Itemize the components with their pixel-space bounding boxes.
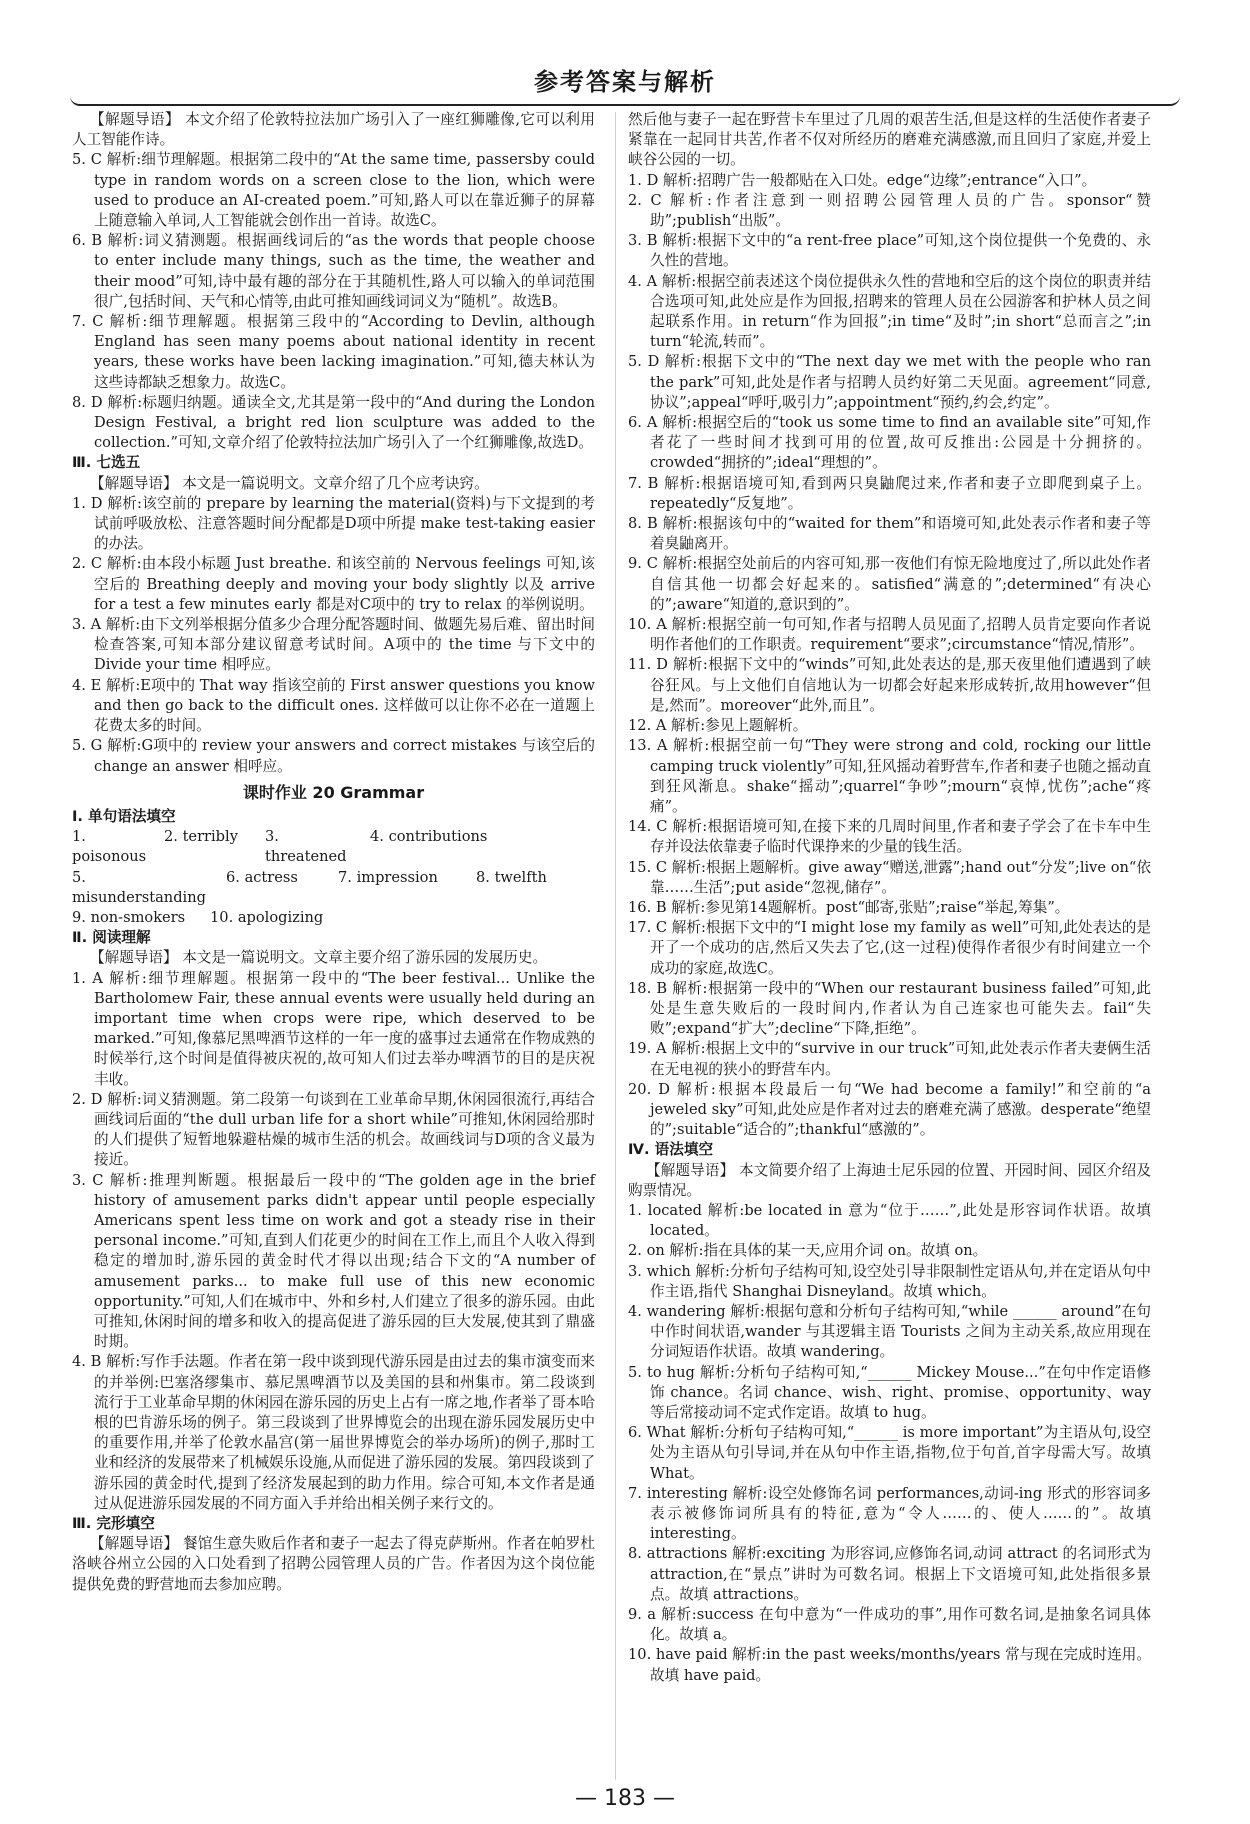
section-heading: Ⅲ. 完形填空 (72, 1515, 155, 1533)
answer-item: 2. C 解析:由本段小标题 Just breathe. 和该空前的 Nervous feelings 可知,该空后的 Breathing deeply and moving your body slightly 以及 arrive for a test a few minutes early 都是对C项中的 try to relax 的举例说明。 (72, 555, 595, 613)
answer-item: 6. B 解析:词义猜测题。根据画线词后的“as the words that people choose to enter include many things, such as the time, the weather and their mood”可知,诗中最有趣的部分在于其随机性,路人可以输入的单词范围很广,包括时间、天气和心情等,由此可推知画线词词义为“随机”。故选B。 (72, 232, 595, 310)
answer-item: 11. D 解析:根据下文中的“winds”可知,此处表达的是,那天夜里他们遭遇到了峡谷狂风。与上文他们自信地认为一切都会好起来形成转折,故用however“但是,然而”。moreover“此外,而且”。 (628, 656, 1151, 714)
left-column (72, 110, 595, 1595)
answer-item: 1. D 解析:招聘广告一般都贴在入口处。edge“边缘”;entrance“入口”。 (628, 171, 1097, 189)
answer-item: 17. C 解析:根据下文中的“I might lose my family as well”可知,此处表达的是开了一个成功的店,然后又失去了它,(这一过程)使得作者很少有时间建立一个成功的家庭,故选C。 (628, 919, 1151, 977)
answer-item: 20. D 解析:根据本段最后一句“We had become a family!”和空前的“a jeweled sky”可知,此处应是作者对过去的磨难充满了感激。desperate“绝望的”;suitable“适合的”;thankful“感激的”。 (628, 1080, 1151, 1139)
word-answer: 1. poisonous (72, 828, 147, 866)
answer-item: 3. which 解析:分析句子结构可知,设空处引导非限制性定语从句,并在定语从句中作主语,指代 Shanghai Disneyland。故填 which。 (628, 1262, 1151, 1300)
section-heading: Ⅱ. 阅读理解 (72, 929, 151, 947)
column-divider (615, 112, 616, 1780)
answer-item: 2. D 解析:词义猜测题。第二段第一句谈到在工业革命早期,休闲园很流行,再结合画线词后面的“the dull urban life for a short while”可推知,休闲园给那时的人们提供了短暂地躲避枯燥的城市生活的机会。故画线词与D项的含义最为接近。 (72, 1090, 595, 1169)
answer-item: 5. D 解析:根据下文中的“The next day we met with the people who ran the park”可知,此处是作者与招聘人员约好第二天见面。agreement“同意,协议”;appeal“呼吁,吸引力”;appointment“预约,约会,约定”。 (628, 353, 1151, 411)
word-answer: 4. contributions (370, 828, 488, 846)
section-heading: Ⅲ. 七选五 (72, 454, 141, 472)
word-answer: 6. actress (226, 868, 298, 886)
answer-item: 5. C 解析:细节理解题。根据第二段中的“At the same time, passersby could type in random words on a screen close to the lion, which were used to produce an AI-created poem.”可知,路人可以在靠近狮子的屏幕上随意输入单词,人工智能就会创作出一首诗。故选C。 (72, 151, 595, 230)
answer-item: 15. C 解析:根据上题解析。give away“赠送,泄露”;hand out“分发”;live on“依靠……生活”;put aside“忽视,储存”。 (628, 858, 1151, 896)
answer-item: 8. D 解析:标题归纳题。通读全文,尤其是第一段中的“And during the London Design Festival, a bright red lion sculpture was added to the collection.”可知,文章介绍了伦敦特拉法加广场引入了一个红狮雕像,故选D。 (72, 393, 595, 452)
word-answer: 2. terribly (164, 828, 238, 846)
section-intro: 【解题导语】 本文是一篇说明文。文章主要介绍了游乐园的发展历史。 (90, 949, 548, 967)
answer-item: 3. C 解析:推理判断题。根据最后一段中的“The golden age in the brief history of amusement parks didn't appear until people especially Americans spent less time on work and got a steady rise in their personal income.”可知,直到人们花更少的时间在工作上,而且个人收入得到稳定的增加时,游乐园的黄金时代才得以出现;结合下文的“A number of amusement parks... to make full use of this new economic opportunity.”可知,人们在城市中、外和乡村,人们建立了很多的游乐园。由此可推知,休闲时间的增多和收入的提高促进了游乐园的巨大发展,使其到了鼎盛时期。 (72, 1171, 595, 1351)
section-intro: 【解题导语】 餐馆生意失败后作者和妻子一起去了得克萨斯州。作者在帕罗杜洛峡谷州立公园的入口处看到了招聘公园管理人员的广告。作者因为这个岗位能提供免费的野营地而去参加应聘。 (72, 1535, 595, 1593)
answer-item: 6. A 解析:根据空后的“took us some time to find an available site”可知,作者花了一些时间才找到可用的位置,故可反推出:公园是十分拥挤的。crowded“拥挤的”;ideal“理想的”。 (628, 414, 1151, 472)
answer-item: 2. on 解析:指在具体的某一天,应用介词 on。故填 on。 (628, 1242, 988, 1260)
word-answers-row (72, 908, 595, 928)
answer-item: 5. G 解析:G项中的 review your answers and correct mistakes 与该空后的 change an answer 相呼应。 (72, 737, 595, 775)
answer-item: 14. C 解析:根据语境可知,在接下来的几周时间里,作者和妻子学会了在卡车中生存并设法依靠妻子临时代课挣来的少量的钱生活。 (628, 818, 1151, 856)
answer-item: 19. A 解析:根据上文中的“survive in our truck”可知,此处表示作者夫妻俩生活在无电视的狭小的野营车内。 (628, 1040, 1151, 1078)
right-column (628, 110, 1151, 1686)
header-title: 参考答案与解析 (534, 68, 716, 96)
answer-item: 16. B 解析:参见第14题解析。post“邮寄,张贴”;raise“举起,筹集”。 (628, 898, 1070, 916)
page-number: — 183 — (575, 1786, 675, 1811)
word-answers-row (72, 827, 595, 867)
section-heading: Ⅳ. 语法填空 (628, 1141, 714, 1159)
answer-item: 2. C 解析:作者注意到一则招聘公园管理人员的广告。sponsor“赞助”;publish“出版”。 (628, 191, 1151, 230)
answer-item: 8. B 解析:根据该句中的“waited for them”和语境可知,此处表示作者和妻子等着臭鼬离开。 (628, 515, 1151, 553)
section-intro: 【解题导语】 本文简要介绍了上海迪士尼乐园的位置、开园时间、园区介绍及购票情况。 (628, 1161, 1151, 1199)
section-heading: Ⅰ. 单句语法填空 (72, 807, 176, 825)
answer-item: 4. B 解析:写作手法题。作者在第一段中谈到现代游乐园是由过去的集市演变而来的并举例:巴塞洛缪集市、慕尼黑啤酒节以及美国的县和州集市。第二段谈到流行于工业革命早期的休闲园在游乐园的历史上占有一席之地,作者举了哥本哈根的巴肯游乐场的例子。第三段谈到了世界博览会的出现在游乐园发展历史中的重要作用,并举了伦敦水晶宫(第一届世界博览会的举办场所)的例子,那时工业和经济的发展带来了机械娱乐设施,从而促进了游乐园的发展。第四段谈到了游乐园的黄金时代,提到了经济发展起到的助力作用。综合可知,本文作者是通过从促进游乐园发展的不同方面入手并给出相关例子来行文的。 (72, 1353, 595, 1512)
answer-item: 1. A 解析:细节理解题。根据第一段中的“The beer festival... Unlike the Bartholomew Fair, these annual events were usually held during an important time when crops were ripe, which deserved to be marked.”可知,像慕尼黑啤酒节这样的一年一度的盛事过去通常在作物成熟的时候举行,这个时间是值得被庆祝的,故可知人们过去举办啤酒节的目的是庆祝丰收。 (72, 969, 595, 1088)
answer-item: 7. C 解析:细节理解题。根据第三段中的“According to Devlin, although England has seen many poems about national identity in recent years, these works have been lacking imagination.”可知,德夫林认为这些诗都缺乏想象力。故选C。 (72, 313, 595, 391)
answer-item: 1. located 解析:be located in 意为“位于……”,此处是形容词作状语。故填 located。 (628, 1201, 1151, 1240)
reading-intro: 【解题导语】 本文介绍了伦敦特拉法加广场引入了一座红狮雕像,它可以利用人工智能作诗。 (72, 111, 595, 149)
answer-item: 4. A 解析:根据空前表述这个岗位提供永久性的营地和空后的这个岗位的职责并结合选项可知,此处应是作为回报,招聘来的管理人员在公园游客和护林人员之间起联系作用。in return“作为回报”;in time“及时”;in short“总而言之”;in turn“轮流,转而”。 (628, 272, 1151, 351)
answer-item: 10. A 解析:根据空前一句可知,作者与招聘人员见面了,招聘人员肯定要向作者说明作者他们的工作职责。requirement“要求”;circumstance“情况,情形”。 (628, 616, 1151, 654)
answer-item: 3. A 解析:由下文列举根据分值多少合理分配答题时间、做题先易后难、留出时间检查答案,可知本部分建议留意考试时间。A项中的 the time 与下文中的 Divide your time 相呼应。 (72, 616, 595, 674)
header-rule (70, 96, 1180, 106)
answer-item: 10. have paid 解析:in the past weeks/months/years 常与现在完成时连用。故填 have paid。 (628, 1646, 1151, 1684)
answer-item: 4. wandering 解析:根据句意和分析句子结构可知,“while ______ around”在句中作时间状语,wander 与其逻辑主语 Tourists 之间为主动关系,故应用现在分词短语作状语。故填 wandering。 (628, 1302, 1151, 1361)
word-answer: 3. threatened (265, 828, 347, 866)
word-answer: 8. twelfth (476, 868, 547, 886)
word-answers-row (72, 868, 595, 908)
answer-item: 1. D 解析:该空前的 prepare by learning the material(资料)与下文提到的考试前呼吸放松、注意答题时间分配都是D项中所提 make test-taking easier 的办法。 (72, 494, 595, 553)
word-answer: 9. non-smokers (72, 908, 186, 926)
answer-item: 7. interesting 解析:设空处修饰名词 performances,动词-ing 形式的形容词多表示被修饰词所具有的特征,意为“令人……的、使人……的”。故填 interesting。 (628, 1484, 1151, 1543)
word-answer: 10. apologizing (210, 908, 324, 926)
answer-item: 9. a 解析:success 在句中意为“一件成功的事”,用作可数名词,是抽象名词具体化。故填 a。 (628, 1606, 1151, 1644)
answer-item: 12. A 解析:参见上题解析。 (628, 717, 808, 735)
page-header (70, 60, 1180, 108)
word-answer: 5. misunderstanding (72, 868, 206, 906)
answer-item: 6. What 解析:分析句子结构可知,“______ is more important”为主语从句,设空处为主语从句引导词,并在从句中作主语,指物,位于句首,首字母需大写。故填 What。 (628, 1424, 1151, 1482)
answer-item: 8. attractions 解析:exciting 为形容词,应修饰名词,动词 attract 的名词形式为 attraction,在“景点”讲时为可数名词。根据上下文语境可知,此处指很多景点。故填 attractions。 (628, 1545, 1151, 1603)
answer-item: 5. to hug 解析:分析句子结构可知,“______ Mickey Mouse...”在句中作定语修饰 chance。名词 chance、wish、right、promise、opportunity、way 等后常接动词不定式作定语。故填 to hug。 (628, 1363, 1151, 1421)
answer-item: 3. B 解析:根据下文中的“a rent-free place”可知,这个岗位提供一个免费的、永久性的营地。 (628, 232, 1151, 270)
lesson-title: 课时作业 20 Grammar (242, 782, 425, 802)
answer-item: 4. E 解析:E项中的 That way 指该空前的 First answer questions you know and then go back to the difficult ones. 这样做可以让你不必在一道题上花费太多的时间。 (72, 676, 595, 735)
answer-item: 7. B 解析:根据语境可知,看到两只臭鼬爬过来,作者和妻子立即爬到桌子上。repeatedly“反复地”。 (628, 474, 1151, 512)
section-intro-continued: 然后他与妻子一起在野营卡车里过了几周的艰苦生活,但是这样的生活使作者妻子紧靠在一起同甘共苦,作者不仅对所经历的磨难充满感激,而且回归了家庭,并爱上峡谷公园的一切。 (628, 111, 1151, 169)
answer-item: 18. B 解析:根据第一段中的“When our restaurant business failed”可知,此处是生意失败后的一段时间内,作者认为自己连家也可能失去。fail“失败”;expand“扩大”;decline“下降,拒绝”。 (628, 979, 1151, 1038)
section-intro: 【解题导语】 本文是一篇说明文。文章介绍了几个应考诀窍。 (90, 474, 489, 492)
answer-item: 9. C 解析:根据空处前后的内容可知,那一夜他们有惊无险地度过了,所以此处作者自信其他一切都会好起来的。satisfied“满意的”;determined“有决心的”;aware“知道的,意识到的”。 (628, 555, 1151, 613)
answer-item: 13. A 解析:根据空前一句“They were strong and cold, rocking our little camping truck violently”可知,狂风摇动着野营车,作者和妻子也随之摇动直到狂风渐息。shake“摇动”;quarrel“争吵”;mourn“哀悼,忧伤”;ache“疼痛”。 (628, 737, 1151, 815)
word-answer: 7. impression (338, 868, 438, 886)
